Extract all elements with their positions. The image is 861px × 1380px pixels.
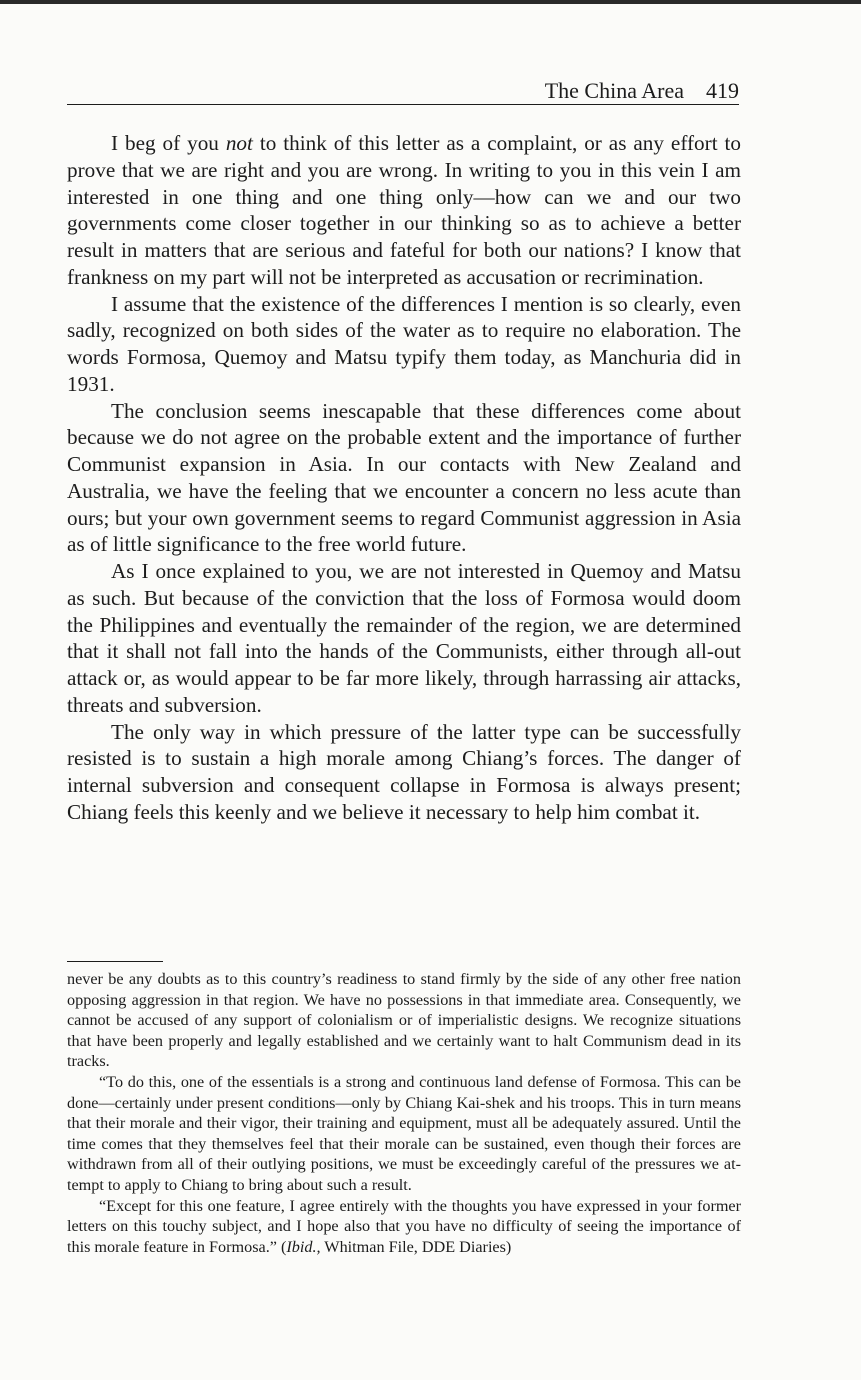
- footnote-paragraph: [67, 1196, 741, 1258]
- text-run: The conclusion seems inescapable that these differences come about because we do not agree on the probable extent and the importance of further Communist expansion in Asia. In our contacts with New Zealand and Australia, we have the feeling that we encounter a concern no less acute than ours; but your own government seems to regard Communist aggression in Asia as of little significance to the free world future.: [67, 398, 741, 557]
- text-run: Whitman File, DDE Diaries): [320, 1237, 512, 1256]
- body-paragraph: [67, 558, 741, 719]
- footnote-paragraph: [67, 969, 741, 1072]
- footnote-divider: [67, 961, 163, 962]
- body-paragraph: [67, 130, 741, 291]
- running-head: [545, 78, 739, 104]
- body-text: [67, 130, 741, 826]
- footnotes: [67, 969, 741, 1257]
- body-paragraph: [67, 291, 741, 398]
- body-paragraph: [67, 719, 741, 826]
- page-top-edge: [0, 0, 861, 4]
- text-run: “To do this, one of the essentials is a strong and continuous land defense of Formosa. This can be done—certainly under present conditions—only by Chiang Kai-shek and his troops. This in turn means that their morale and their vigor, their training and equipment, must all be adequately assured. Until the time comes that they themselves feel that their morale can be sustained, even though their forces are withdrawn from all of their outlying positions, we must be exceedingly careful of the pressures we attempt to apply to Chiang to bring about such a result.: [67, 1072, 741, 1194]
- italic-text: Ibid.,: [286, 1237, 321, 1256]
- running-title: The China Area: [544, 78, 684, 103]
- text-run: never be any doubts as to this country’s readiness to stand firmly by the side of any other free nation opposing aggression in that region. We have no possessions in that immediate area. Consequently, we cannot be accused of any support of colonialism or of imperialistic designs. We recognize situations that have been properly and legally established and we certainly want to halt Communism dead in its tracks.: [67, 970, 741, 1071]
- footnote-paragraph: [67, 1072, 741, 1196]
- text-run: The only way in which pressure of the latter type can be successfully resisted is to sustain a high morale among Chiang’s forces. The danger of internal subversion and consequent collapse in Formosa is always present; Chiang feels this keenly and we believe it necessary to help him combat it.: [67, 719, 741, 824]
- italic-text: not: [225, 131, 253, 155]
- text-run: to think of this letter as a complaint, or as any effort to prove that we are right and you are wrong. In writing to you in this vein I am interested in one thing and one thing only—how can we and our two governments come closer together in our thinking so as to achieve a better result in matters that are serious and fateful for both our nations? I know that frankness on my part will not be interpreted as accusation or recrimination.: [67, 131, 741, 289]
- text-run: I beg of you: [111, 131, 226, 155]
- text-run: “Except for this one feature, I agree entirely with the thoughts you have expressed in your former letters on this touchy subject, and I hope also that you have no difficulty of seeing the importance of this morale feature in Formosa.” (: [67, 1196, 741, 1256]
- body-paragraph: [67, 398, 741, 559]
- page-number: 419: [706, 78, 739, 103]
- text-run: As I once explained to you, we are not interested in Quemoy and Matsu as such. But because of the conviction that the loss of Formosa would doom the Philippines and eventually the remainder of the region, we are determined that it shall not fall into the hands of the Communists, either through all-out attack or, as would appear to be far more likely, through harrassing air attacks, threats and subversion.: [67, 559, 741, 717]
- text-run: I assume that the existence of the differences I mention is so clearly, even sadly, recognized on both sides of the water as to require no elaboration. The words Formosa, Quemoy and Matsu typify them today, as Manchuria did in 1931.: [67, 291, 741, 396]
- running-header: [67, 76, 739, 105]
